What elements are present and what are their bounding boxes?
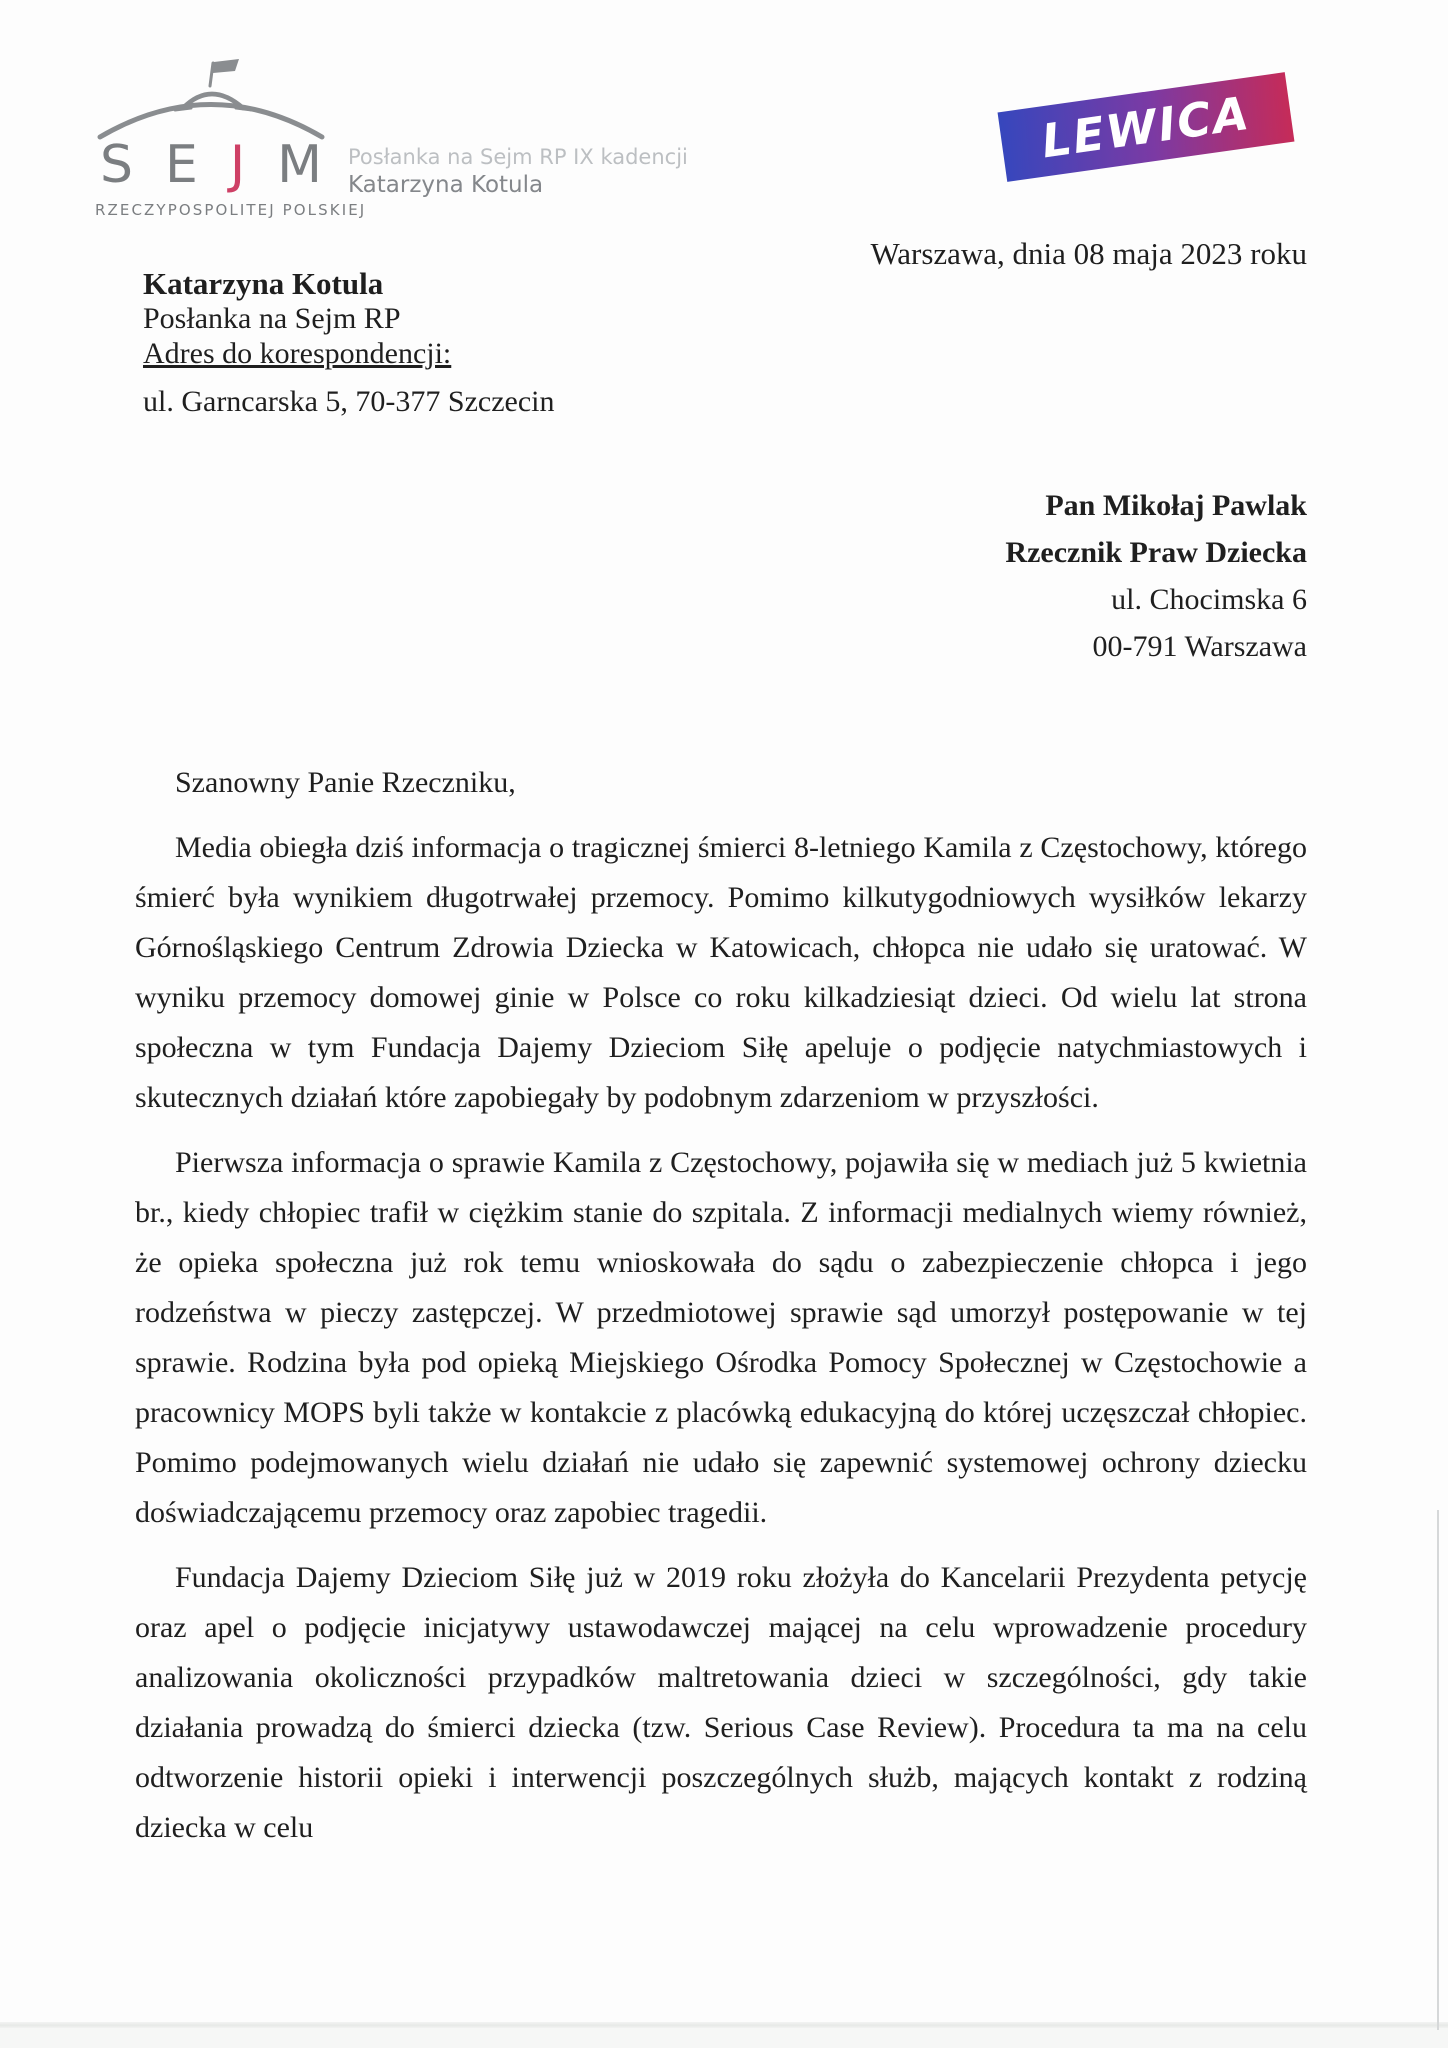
scan-footer-strip <box>0 2028 1448 2048</box>
lewica-label: LEWICA <box>1038 85 1254 169</box>
scan-right-edge <box>1437 1510 1439 2030</box>
letter-body <box>135 758 1307 1853</box>
sender-role: Posłanka na Sejm RP <box>143 302 401 335</box>
lewica-logo <box>998 72 1295 182</box>
deputy-role-line: Posłanka na Sejm RP IX kadencji <box>348 145 688 169</box>
recipient-address-line1: ul. Chocimska 6 <box>1111 583 1307 616</box>
sender-address: ul. Garncarska 5, 70-377 Szczecin <box>143 385 555 418</box>
deputy-name-line: Katarzyna Kotula <box>348 172 544 198</box>
sejm-logo <box>95 56 367 219</box>
recipient-address-line2: 00-791 Warszawa <box>1092 630 1307 663</box>
salutation: Szanowny Panie Rzeczniku, <box>175 766 516 799</box>
sejm-dome-icon <box>95 56 327 140</box>
sejm-letter-m: M <box>277 135 322 195</box>
sender-address-label: Adres do korespondencji: <box>143 337 452 370</box>
recipient-role: Rzecznik Praw Dziecka <box>1005 536 1307 569</box>
sender-name: Katarzyna Kotula <box>143 266 384 301</box>
sejm-letter-e: E <box>164 135 198 195</box>
sejm-letter-j: J <box>229 135 246 195</box>
recipient-block <box>135 482 1307 670</box>
deputy-header <box>348 144 688 200</box>
paragraph-3: Fundacja Dajemy Dzieciom Siłę już w 2019 roku złożyła do Kancelarii Prezydenta petycję oraz apel o podjęcie inicjatywy ustawodawczej mającej na celu wprowadzenie procedury analizowania okoliczności przypadków maltretowania dzieci w szczególności, gdy takie działania prowadzą do śmierci dziecka (tzw. Serious Case Review). Procedura ta ma na celu odtworzenie historii opieki i interwencji poszczególnych służb, mających kontakt z rodziną dziecka w celu <box>135 1561 1307 1844</box>
recipient-name: Pan Mikołaj Pawlak <box>1045 489 1307 522</box>
sejm-wordmark <box>100 136 322 194</box>
paragraph-2: Pierwsza informacja o sprawie Kamila z Częstochowy, pojawiła się w mediach już 5 kwietnia br., kiedy chłopiec trafił w ciężkim stanie do szpitala. Z informacji medialnych wiemy również, że opieka społeczna już rok temu wnioskowała do sądu o zabezpieczenie chłopca i jego rodzeństwa w pieczy zastępczej. W przedmiotowej sprawie sąd umorzył postępowanie w tej sprawie. Rodzina była pod opieką Miejskiego Ośrodka Pomocy Społecznej w Częstochowie a pracownicy MOPS byli także w kontakcie z placówką edukacyjną do której uczęszczał chłopiec. Pomimo podejmowanych wielu działań nie udało się zapewnić systemowej ochrony dziecku doświadczającemu przemocy oraz zapobiec tragedii. <box>135 1146 1307 1529</box>
date-line: Warszawa, dnia 08 maja 2023 roku <box>870 236 1307 271</box>
sejm-letter-s: S <box>100 135 134 195</box>
paragraph-1: Media obiegła dziś informacja o tragicznej śmierci 8-letniego Kamila z Częstochowy, którego śmierć była wynikiem długotrwałej przemocy. Pomimo kilkutygodniowych wysiłków lekarzy Górnośląskiego Centrum Zdrowia Dziecka w Katowicach, chłopca nie udało się uratować. W wyniku przemocy domowej ginie w Polsce co roku kilkadziesiąt dzieci. Od wielu lat strona społeczna w tym Fundacja Dajemy Dzieciom Siłę apeluje o podjęcie natychmiastowych i skutecznych działań które zapobiegały by podobnym zdarzeniom w przyszłości. <box>135 831 1307 1114</box>
sejm-subtitle: RZECZYPOSPOLITEJ POLSKIEJ <box>95 201 367 219</box>
sender-block <box>135 266 1307 419</box>
sejm-flag-icon <box>212 59 239 73</box>
